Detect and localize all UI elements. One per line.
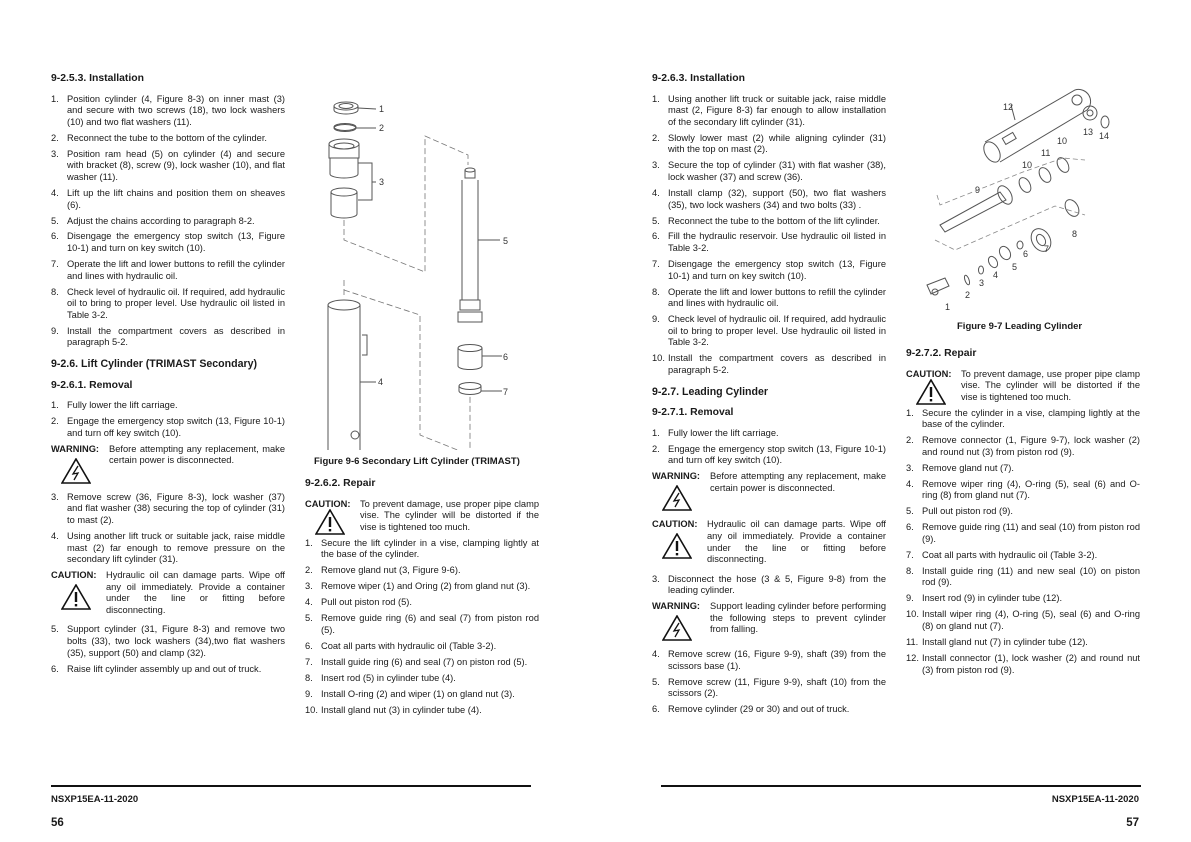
- step-number: 8.: [652, 286, 660, 297]
- step-text: Remove gland nut (7).: [922, 462, 1014, 473]
- list-item: [305, 565, 539, 577]
- caution-notice: [51, 570, 285, 616]
- step-number: 8.: [305, 672, 313, 683]
- step-number: 7.: [652, 259, 660, 270]
- step-number: 3.: [652, 573, 660, 584]
- step-text: Coat all parts with hydraulic oil (Table 3-2).: [922, 549, 1098, 560]
- warning-label: WARNING:: [652, 601, 701, 612]
- step-number: 8.: [51, 286, 59, 297]
- step-text: Install the compartment covers as described in paragraph 5-2.: [668, 353, 886, 375]
- warning-notice: [652, 471, 886, 511]
- list-item: [906, 566, 1140, 589]
- step-number: 10.: [906, 609, 919, 620]
- step-number: 4.: [906, 478, 914, 489]
- subsection-heading: 9-2.7.1. Removal: [652, 407, 734, 419]
- step-text: Adjust the chains according to paragraph 8-2.: [67, 215, 255, 226]
- step-number: 1.: [51, 93, 59, 104]
- step-text: Remove cylinder (29 or 30) and out of truck.: [668, 704, 850, 715]
- step-text: Pull out piston rod (9).: [922, 506, 1013, 517]
- step-number: 2.: [51, 416, 59, 427]
- step-text: Install wiper ring (4), O-ring (5), seal (6) and O-ring (8) on gland nut (7).: [922, 609, 1140, 632]
- step-number: 9.: [51, 325, 59, 336]
- list-item: [906, 593, 1140, 605]
- step-text: Pull out piston rod (5).: [321, 597, 412, 608]
- caution-label: CAUTION:: [652, 519, 698, 530]
- callout-5: 5: [1012, 262, 1018, 272]
- list-item: [652, 160, 886, 183]
- subsection-heading: 9-2.6.2. Repair: [305, 478, 376, 489]
- step-number: 5.: [51, 215, 59, 226]
- list-item: [652, 133, 886, 156]
- callout-4: 4: [378, 377, 384, 387]
- step-text: Remove connector (1, Figure 9-7), lock washer (2) and round nut (3) from piston rod (9).: [922, 435, 1140, 457]
- list-item: [652, 188, 886, 211]
- installation-steps: [51, 94, 285, 349]
- step-text: Install connector (1), lock washer (2) and round nut (3) from piston rod (9).: [922, 652, 1140, 675]
- electric-hazard-icon: [61, 458, 91, 484]
- callout-11: 11: [1041, 148, 1051, 158]
- step-number: 1.: [652, 427, 660, 438]
- caution-text: To prevent damage, use proper pipe clamp vise. The cylinder will be distorted if the vise is tightened too much.: [360, 498, 539, 532]
- step-text: Reconnect the tube to the bottom of the lift cylinder.: [668, 215, 880, 226]
- list-item: [51, 492, 285, 527]
- list-item: [305, 657, 539, 669]
- step-text: Install guide ring (11) and new seal (10) on piston rod (9).: [922, 565, 1140, 588]
- step-number: 3.: [652, 160, 660, 171]
- callout-7: 7: [503, 387, 509, 397]
- caution-text: Hydraulic oil can damage parts. Wipe off any oil immediately. Provide a container under the line or fitting before disconnecting.: [106, 570, 285, 615]
- step-text: Position cylinder (4, Figure 8-3) on inner mast (3) and secure with two screws (18), two lock washers (10) and two flat washers (11).: [67, 93, 285, 127]
- step-text: Remove guide ring (6) and seal (7) from piston rod (5).: [321, 613, 539, 635]
- warning-label: WARNING:: [652, 471, 701, 482]
- callout-12: 12: [1003, 102, 1014, 112]
- list-item: [906, 506, 1140, 518]
- subsection-heading: 9-2.7.2. Repair: [906, 348, 977, 359]
- step-text: Fully lower the lift carriage.: [67, 400, 178, 411]
- step-text: Engage the emergency stop switch (13, Figure 10-1) and turn off key switch (10).: [668, 443, 886, 466]
- step-number: 2.: [652, 132, 660, 143]
- step-text: Check level of hydraulic oil. If required, add hydraulic oil to bring to proper level. Use hydraulic oil listed in Table 3-2.: [67, 286, 285, 320]
- figure-9-6-diagram: [310, 90, 530, 450]
- callout-6: 6: [1023, 249, 1029, 259]
- step-number: 6.: [652, 231, 660, 242]
- list-item: [906, 479, 1140, 502]
- step-text: Remove wiper (1) and Oring (2) from gland nut (3).: [321, 581, 531, 592]
- step-number: 11.: [906, 637, 919, 647]
- caution-exclamation-icon: [916, 379, 946, 405]
- footer-rule: [51, 785, 531, 787]
- step-number: 7.: [906, 549, 914, 560]
- list-item: [906, 435, 1140, 458]
- step-text: Disconnect the hose (3 & 5, Figure 9-8) from the leading cylinder.: [668, 573, 886, 596]
- list-item: [51, 216, 285, 228]
- list-item: [51, 287, 285, 322]
- step-number: 4.: [51, 530, 59, 541]
- step-text: Lift up the lift chains and position them on sheaves (6).: [67, 187, 285, 210]
- warning-label: WARNING:: [51, 443, 100, 454]
- list-item: [906, 637, 1140, 649]
- section-heading: 9-2.7. Leading Cylinder: [652, 385, 768, 398]
- step-text: Install gland nut (7) in cylinder tube (12).: [922, 637, 1088, 647]
- step-text: Secure the lift cylinder in a vise, clamping lightly at the base of the cylinder.: [321, 537, 539, 560]
- step-number: 1.: [652, 93, 660, 104]
- list-item: [906, 609, 1140, 632]
- step-text: Insert rod (5) in cylinder tube (4).: [321, 672, 456, 683]
- step-number: 2.: [305, 565, 313, 576]
- step-number: 2.: [906, 435, 914, 446]
- caution-label: CAUTION:: [51, 570, 97, 581]
- step-text: Disengage the emergency stop switch (13, Figure 10-1) and turn on key switch (10).: [67, 231, 285, 254]
- step-text: Slowly lower mast (2) while aligning cylinder (31) with the top on mast (2).: [668, 132, 886, 155]
- document-code: NSXP15EA-11-2020: [51, 794, 139, 805]
- step-number: 1.: [51, 400, 59, 411]
- footer-rule: [661, 785, 1141, 787]
- list-item: [652, 216, 886, 228]
- step-number: 7.: [51, 259, 59, 270]
- step-text: Using another lift truck or suitable jack, raise middle mast (2, Figure 8-3) far enough to allow installation of the secondary lift cylinder (31).: [668, 93, 886, 127]
- callout-9: 9: [975, 185, 981, 195]
- document-code: NSXP15EA-11-2020: [1051, 794, 1139, 805]
- section-heading: 9-2.6.3. Installation: [652, 73, 745, 84]
- step-text: Fully lower the lift carriage.: [668, 427, 779, 438]
- caution-label: CAUTION:: [305, 498, 351, 509]
- list-item: [906, 463, 1140, 475]
- list-item: [305, 597, 539, 609]
- step-text: Secure the cylinder in a vise, clamping lightly at the base of the cylinder.: [922, 407, 1140, 430]
- list-item: [906, 653, 1140, 676]
- step-text: Coat all parts with hydraulic oil (Table 3-2).: [321, 640, 497, 651]
- subsection-heading: 9-2.6.1. Removal: [51, 379, 133, 391]
- list-item: [305, 689, 539, 701]
- warning-text: Support leading cylinder before performing the following steps to prevent cylinder from falling.: [710, 601, 886, 635]
- callout-2: 2: [965, 290, 971, 300]
- step-text: Install gland nut (3) in cylinder tube (4).: [321, 704, 482, 715]
- list-item: [305, 538, 539, 561]
- step-text: Insert rod (9) in cylinder tube (12).: [922, 593, 1063, 604]
- list-item: [51, 400, 285, 412]
- step-number: 5.: [51, 624, 59, 635]
- step-number: 10.: [305, 704, 318, 715]
- step-number: 10.: [652, 353, 665, 364]
- step-text: Position ram head (5) on cylinder (4) and secure with bracket (8), screw (9), lock washer (10), and flat washer (11).: [67, 148, 285, 182]
- step-number: 4.: [51, 187, 59, 198]
- list-item: [906, 550, 1140, 562]
- step-number: 6.: [51, 663, 59, 674]
- figure-9-7-diagram: [915, 80, 1125, 315]
- callout-1: 1: [379, 104, 385, 114]
- list-item: [51, 94, 285, 129]
- step-number: 6.: [305, 640, 313, 651]
- section-heading: 9-2.6. Lift Cylinder (TRIMAST Secondary): [51, 358, 258, 370]
- list-item: [305, 641, 539, 653]
- list-item: [51, 624, 285, 659]
- step-number: 6.: [906, 522, 914, 533]
- list-item: [51, 231, 285, 254]
- list-item: [652, 353, 886, 376]
- list-item: [305, 581, 539, 593]
- warning-notice: [652, 601, 886, 641]
- step-text: Install clamp (32), support (50), two flat washers (35), two lock washers (34) and two bolts (33) .: [668, 187, 886, 210]
- list-item: [51, 149, 285, 184]
- step-text: Remove wiper ring (4), O-ring (5), seal (6) and O-ring (8) from gland nut (7).: [922, 478, 1140, 501]
- callout-3: 3: [979, 278, 985, 288]
- list-item: [51, 259, 285, 282]
- step-number: 3.: [51, 148, 59, 159]
- list-item: [51, 326, 285, 349]
- list-item: [51, 416, 285, 439]
- electric-hazard-icon: [662, 485, 692, 511]
- step-number: 7.: [305, 656, 313, 667]
- list-item: [305, 613, 539, 636]
- step-number: 4.: [305, 597, 313, 608]
- step-text: Remove guide ring (11) and seal (10) from piston rod (9).: [922, 522, 1140, 544]
- callout-5: 5: [503, 236, 509, 246]
- page-number: 56: [51, 817, 64, 829]
- figure-callouts: [378, 104, 508, 397]
- figure-9-6-caption: Figure 9-6 Secondary Lift Cylinder (TRIMAST): [314, 456, 520, 467]
- list-item: [906, 522, 1140, 545]
- step-text: Reconnect the tube to the bottom of the cylinder.: [67, 132, 268, 143]
- section-heading: 9-2.5.3. Installation: [51, 73, 144, 84]
- caution-notice: [652, 519, 886, 565]
- caution-exclamation-icon: [315, 509, 345, 535]
- caution-label: CAUTION:: [906, 368, 952, 379]
- callout-13: 13: [1083, 127, 1094, 137]
- caution-exclamation-icon: [61, 584, 91, 610]
- step-number: 4.: [652, 187, 660, 198]
- step-number: 5.: [305, 613, 313, 624]
- caution-notice: [305, 499, 539, 535]
- step-text: Fill the hydraulic reservoir. Use hydraulic oil listed in Table 3-2.: [668, 231, 886, 254]
- callout-2: 2: [379, 123, 385, 133]
- callout-14: 14: [1099, 131, 1110, 141]
- step-text: Install O-ring (2) and wiper (1) on gland nut (3).: [321, 688, 515, 699]
- step-text: Remove screw (11, Figure 9-9), shaft (10) from the scissors (2).: [668, 676, 886, 699]
- step-number: 9.: [652, 314, 660, 325]
- step-text: Engage the emergency stop switch (13, Figure 10-1) and turn off key switch (10).: [67, 416, 285, 438]
- step-text: Disengage the emergency stop switch (13, Figure 10-1) and turn on key switch (10).: [668, 259, 886, 281]
- callout-6: 6: [503, 352, 509, 362]
- list-item: [51, 531, 285, 566]
- left-page-column-2: [305, 478, 539, 721]
- step-number: 2.: [51, 132, 59, 143]
- callout-3: 3: [379, 177, 385, 187]
- list-item: [51, 188, 285, 211]
- callout-8: 8: [1072, 229, 1078, 239]
- left-page-column-1: [51, 73, 285, 680]
- list-item: [652, 314, 886, 349]
- step-number: 5.: [652, 676, 660, 687]
- callout-10b: 10: [1057, 136, 1068, 146]
- step-text: Remove screw (16, Figure 9-9), shaft (39) from the scissors base (1).: [668, 649, 886, 671]
- step-text: Operate the lift and lower buttons to refill the cylinder and lines with hydraulic oil.: [67, 259, 285, 281]
- list-item: [906, 408, 1140, 431]
- right-page-column-1: [652, 73, 886, 720]
- list-item: [652, 649, 886, 672]
- list-item: [305, 673, 539, 685]
- step-number: 12.: [906, 652, 919, 663]
- step-number: 1.: [305, 537, 313, 548]
- caution-notice: [906, 369, 1140, 405]
- list-item: [652, 444, 886, 467]
- step-number: 3.: [51, 491, 59, 502]
- list-item: [652, 259, 886, 282]
- caution-text: Hydraulic oil can damage parts. Wipe off any oil immediately. Provide a container under the line or fitting before disconnecting.: [707, 519, 886, 565]
- step-number: 3.: [906, 462, 914, 473]
- step-text: Secure the top of cylinder (31) with flat washer (38), lock washer (37) and screw (36).: [668, 160, 886, 182]
- step-number: 2.: [652, 443, 660, 454]
- list-item: [652, 231, 886, 254]
- list-item: [652, 94, 886, 129]
- list-item: [652, 287, 886, 310]
- list-item: [652, 574, 886, 597]
- list-item: [652, 428, 886, 440]
- callout-4: 4: [993, 270, 999, 280]
- step-number: 5.: [652, 215, 660, 226]
- step-number: 1.: [906, 407, 914, 418]
- step-number: 5.: [906, 506, 914, 517]
- page-number: 57: [1126, 817, 1139, 829]
- list-item: [652, 704, 886, 716]
- step-text: Using another lift truck or suitable jack, raise middle mast (2) far enough to remove pressure on the secondary lift cylinder (31).: [67, 530, 285, 565]
- step-text: Install the compartment covers as described in paragraph 5-2.: [67, 325, 285, 348]
- step-text: Remove gland nut (3, Figure 9-6).: [321, 565, 461, 576]
- callout-1: 1: [945, 302, 951, 312]
- step-number: 8.: [906, 565, 914, 576]
- step-number: 9.: [906, 593, 914, 604]
- step-number: 9.: [305, 688, 313, 699]
- warning-text: Before attempting any replacement, make certain power is disconnected.: [109, 443, 285, 466]
- step-number: 6.: [51, 231, 59, 242]
- step-text: Support cylinder (31, Figure 8-3) and remove two bolts (33), two lock washers (34),two flat washers (35), support (50) and clamp (32).: [67, 624, 285, 658]
- electric-hazard-icon: [662, 615, 692, 641]
- caution-exclamation-icon: [662, 533, 692, 559]
- step-text: Check level of hydraulic oil. If required, add hydraulic oil to bring to proper level. Use hydraulic oil listed in Table 3-2.: [668, 314, 886, 348]
- callout-10a: 10: [1022, 160, 1033, 170]
- warning-notice: [51, 444, 285, 484]
- step-number: 6.: [652, 704, 660, 715]
- figure-9-7-caption: Figure 9-7 Leading Cylinder: [957, 321, 1083, 332]
- caution-text: To prevent damage, use proper pipe clamp vise. The cylinder will be distorted if the vise is tightened too much.: [961, 368, 1140, 402]
- list-item: [51, 133, 285, 145]
- step-text: Install guide ring (6) and seal (7) on piston rod (5).: [321, 656, 528, 667]
- warning-text: Before attempting any replacement, make certain power is disconnected.: [710, 471, 886, 493]
- step-number: 3.: [305, 581, 313, 592]
- step-number: 4.: [652, 649, 660, 660]
- list-item: [51, 664, 285, 676]
- step-text: Remove screw (36, Figure 8-3), lock washer (37) and flat washer (38) securing the top of cylinder (31) to mast (2).: [67, 491, 285, 525]
- step-text: Operate the lift and lower buttons to refill the cylinder and lines with hydraulic oil.: [668, 286, 886, 309]
- step-text: Raise lift cylinder assembly up and out of truck.: [67, 663, 262, 674]
- callout-7: 7: [1044, 244, 1050, 254]
- right-page-column-2: [906, 348, 1140, 681]
- list-item: [305, 705, 539, 717]
- list-item: [652, 677, 886, 700]
